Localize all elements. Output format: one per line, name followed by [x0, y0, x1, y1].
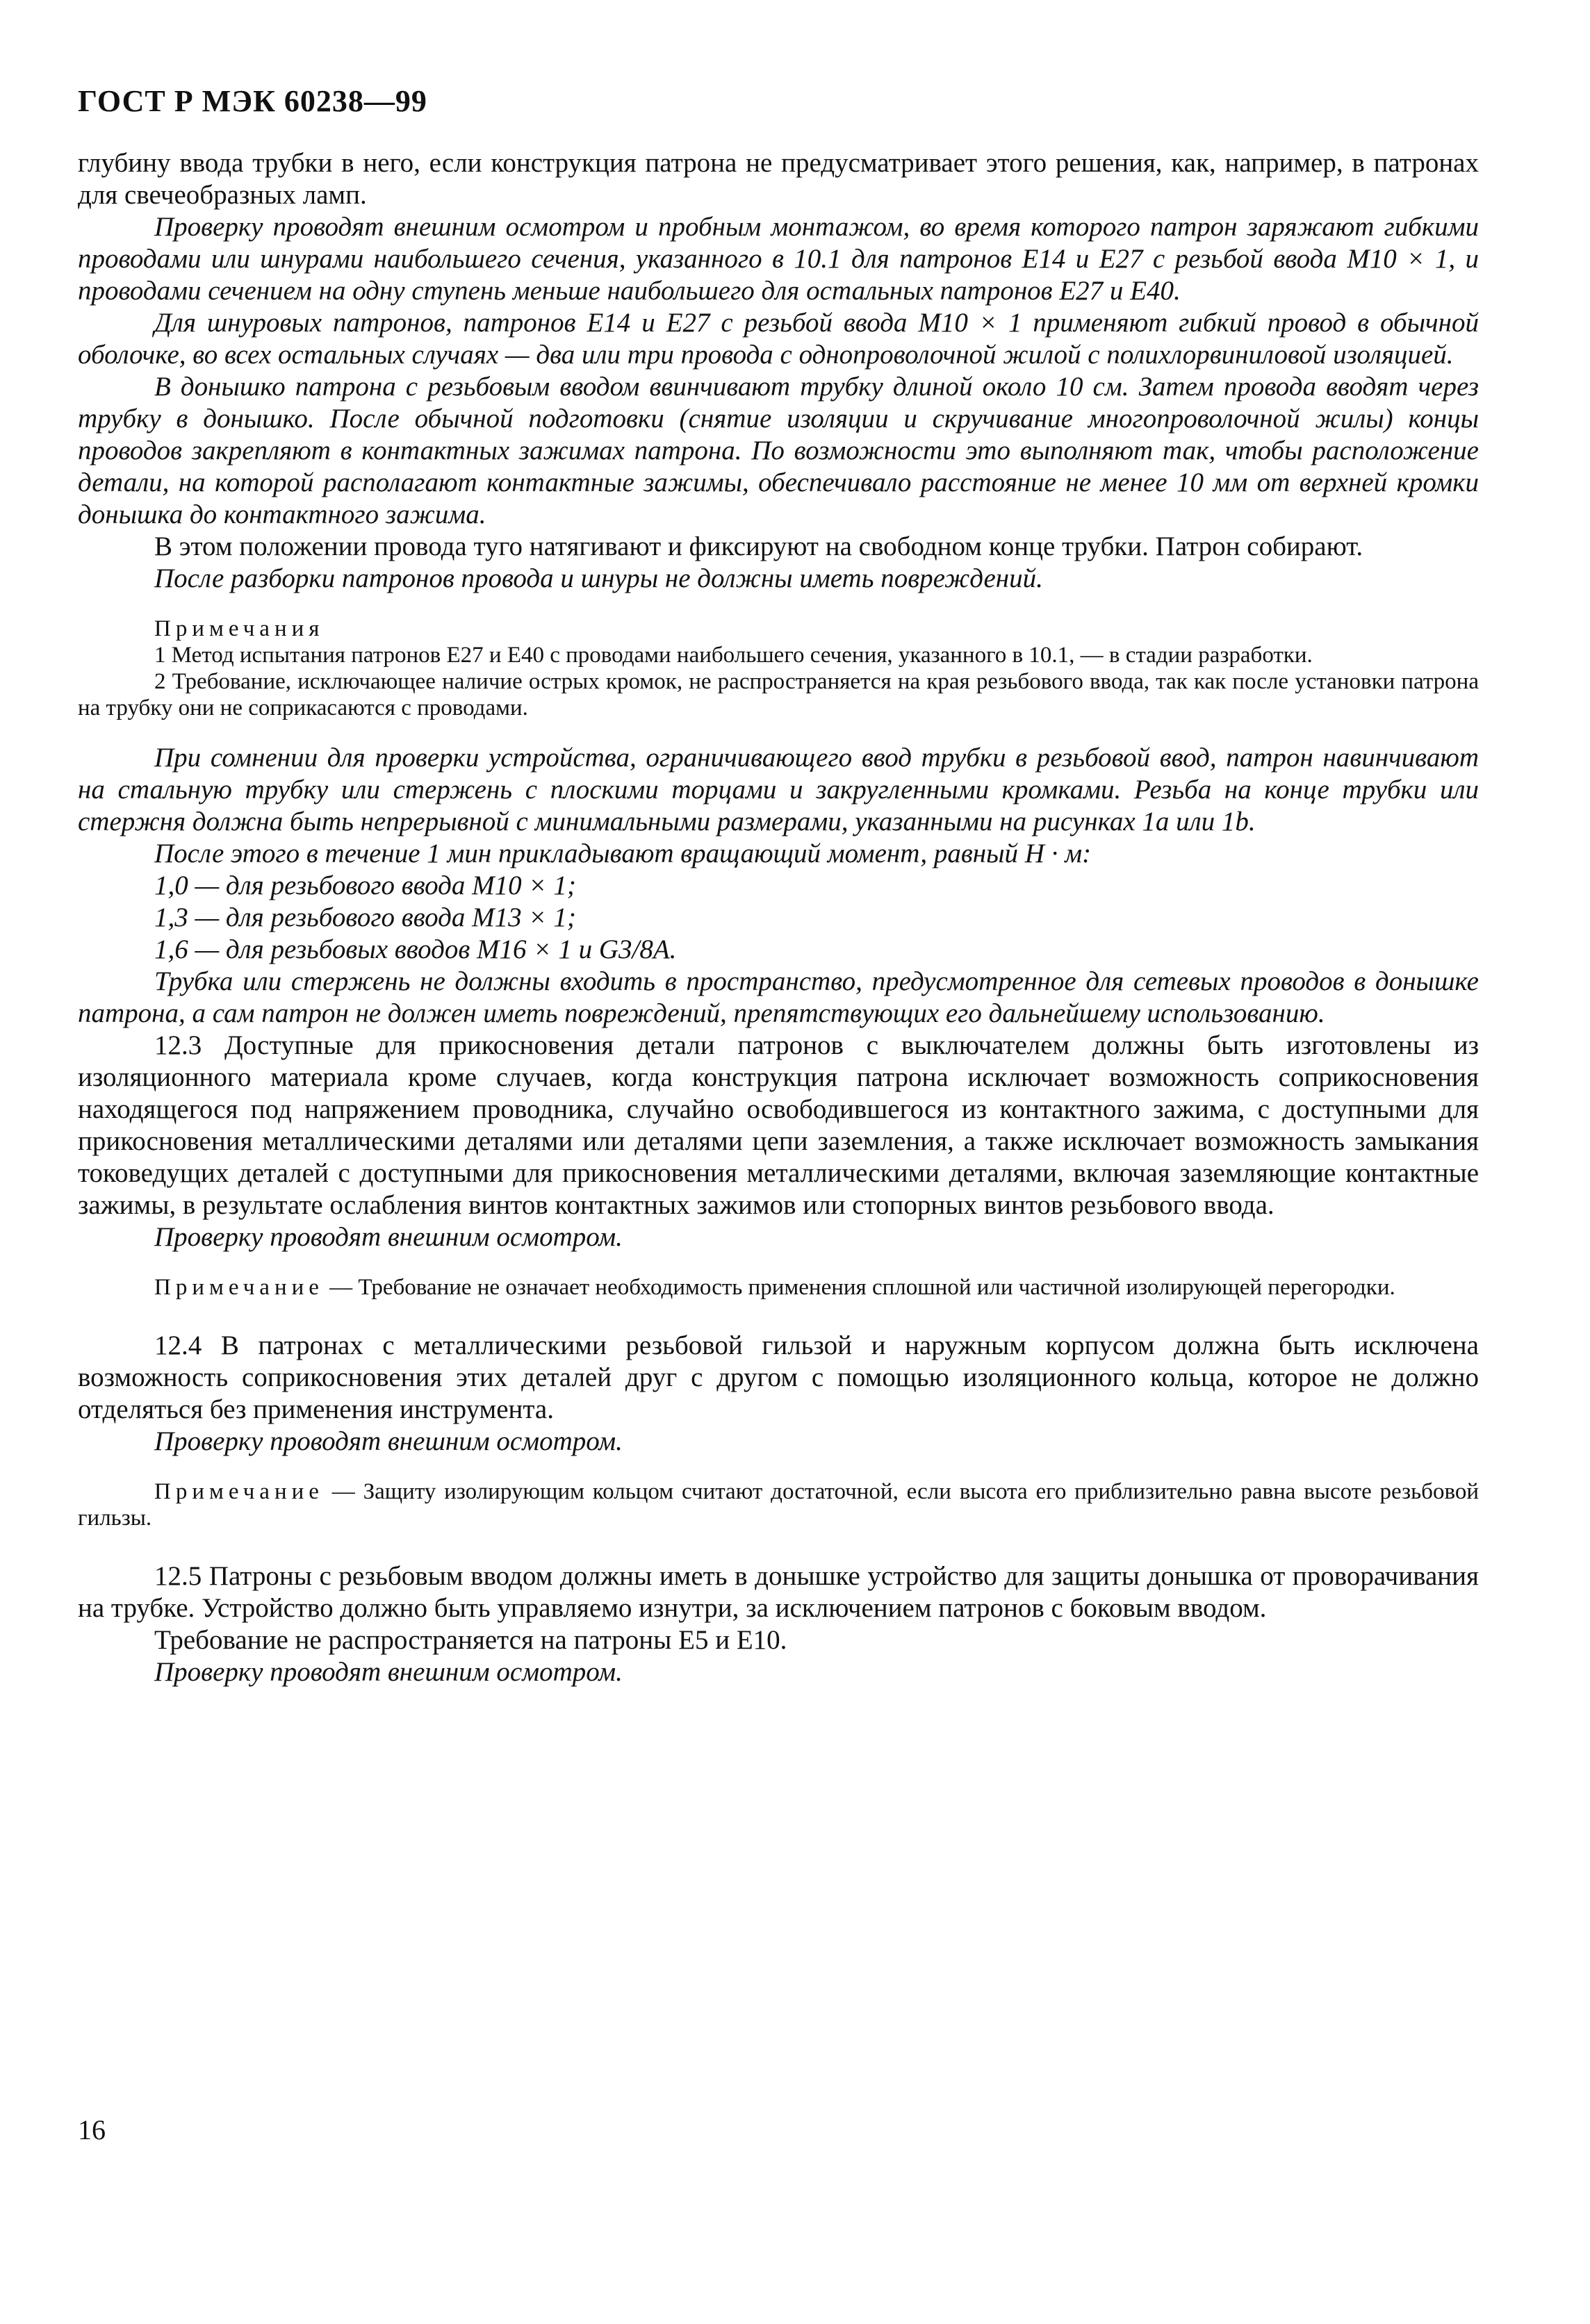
paragraph-torque: После этого в течение 1 мин прикладывают вращающий момент, равный Н · м:: [154, 839, 1092, 868]
check-statement: Проверку проводят внешним осмотром.: [154, 1657, 623, 1687]
note-paragraph: [78, 1274, 1479, 1301]
note-paragraph: [78, 1478, 1479, 1531]
note-item: 1 Метод испытания патронов E27 и E40 с проводами наибольшего сечения, указанного в 10.1, — в стадии разработки.: [154, 643, 1313, 668]
note-label: Примечание: [154, 1275, 324, 1300]
paragraph-exclusion: Требование не распространяется на патроны E5 и E10.: [154, 1625, 787, 1655]
section-12-4: 12.4 В патронах с металлическими резьбовой гильзой и наружным корпусом должна быть исключена возможность соприкосновения этих деталей друг с другом с помощью изоляционного кольца, которое не должно отделяться без применения инструмента.: [78, 1330, 1479, 1424]
paragraph-procedure: В донышко патрона с резьбовым вводом ввинчивают трубку длиной около 10 см. Затем провода вводят через трубку в донышко. После обычной подготовки (снятие изоляции и скручивание многопроволочной жилы) концы проводов закрепляют в контактных зажимах патрона. По возможности это выполняют так, чтобы расположение детали, на которой располагают контактные зажимы, обеспечивало расстояние не менее 10 мм от верхней кромки донышка до контактного зажима.: [78, 372, 1479, 529]
note-text: — Защиту изолирующим кольцом считают достаточной, если высота его приблизительно равна высоте резьбовой гильзы.: [78, 1479, 1479, 1531]
paragraph-assembly: В этом положении провода туго натягивают и фиксируют на свободном конце трубки. Патрон собирают.: [154, 531, 1363, 561]
paragraph: глубину ввода трубки в него, если конструкция патрона не предусматривает этого решения, как, например, в патронах для свечеобразных ламп.: [78, 148, 1479, 210]
torque-list-item: 1,0 — для резьбового ввода M10 × 1;: [154, 871, 576, 900]
page-number: 16: [78, 2114, 106, 2145]
check-statement: Проверку проводят внешним осмотром.: [154, 1426, 623, 1456]
document-header: ГОСТ Р МЭК 60238—99: [78, 84, 427, 118]
section-12-5: 12.5 Патроны с резьбовым вводом должны иметь в донышке устройство для защиты донышка от проворачивания на трубке. Устройство должно быть управляемо изнутри, за исключением патронов с боковым вводом.: [78, 1561, 1479, 1623]
paragraph-cord-holders: Для шнуровых патронов, патронов E14 и E27 с резьбой ввода M10 × 1 применяют гибкий провод в обычной оболочке, во всех остальных случаях — два или три провода с однопроволочной жилой с полихлорвиниловой изоляцией.: [78, 308, 1479, 370]
note-text: — Требование не означает необходимость применения сплошной или частичной изолирующей перегородки.: [323, 1275, 1395, 1300]
note-item: 2 Требование, исключающее наличие острых кромок, не распространяется на края резьбового ввода, так как после установки патрона на трубку они не соприкасаются с проводами.: [78, 669, 1479, 720]
paragraph-doubt-check: При сомнении для проверки устройства, ограничивающего ввод трубки в резьбовой ввод, патрон навинчивают на стальную трубку или стержень с плоскими торцами и закругленными кромками. Резьба на конце трубки или стержня должна быть непрерывной с минимальными размерами, указанными на рисунках 1a или 1b.: [78, 743, 1479, 837]
torque-list-item: 1,3 — для резьбового ввода M13 × 1;: [154, 903, 576, 932]
note-label: Примечание: [154, 1479, 324, 1504]
paragraph-tube-requirement: Трубка или стержень не должны входить в пространство, предусмотренное для сетевых проводов в донышке патрона, а сам патрон не должен иметь повреждений, препятствующих его дальнейшему использованию.: [78, 966, 1479, 1028]
document-body: [78, 147, 1479, 1688]
paragraph-result: После разборки патронов провода и шнуры не должны иметь повреждений.: [154, 563, 1043, 593]
torque-list-item: 1,6 — для резьбовых вводов M16 × 1 и G3/8A.: [154, 934, 677, 964]
notes-heading: Примечания: [154, 616, 325, 641]
paragraph-check-method: Проверку проводят внешним осмотром и пробным монтажом, во время которого патрон заряжают гибкими проводами или шнурами наибольшего сечения, указанного в 10.1 для патронов E14 и E27 с резьбой ввода M10 × 1, и проводами сечением на одну ступень меньше наибольшего для остальных патронов E27 и E40.: [78, 212, 1479, 306]
check-statement: Проверку проводят внешним осмотром.: [154, 1222, 623, 1252]
section-12-3: 12.3 Доступные для прикосновения детали патронов с выключателем должны быть изготовлены из изоляционного материала кроме случаев, когда конструкция патрона исключает возможность соприкосновения находящегося под напряжением проводника, случайно освободившегося из контактного зажима, с доступными для прикосновения металлическими деталями или деталями цепи заземления, а также исключает возможность замыкания токоведущих деталей с доступными для прикосновения металлическими деталями, включая заземляющие контактные зажимы, в результате ослабления винтов контактных зажимов или стопорных винтов резьбового ввода.: [78, 1030, 1479, 1220]
